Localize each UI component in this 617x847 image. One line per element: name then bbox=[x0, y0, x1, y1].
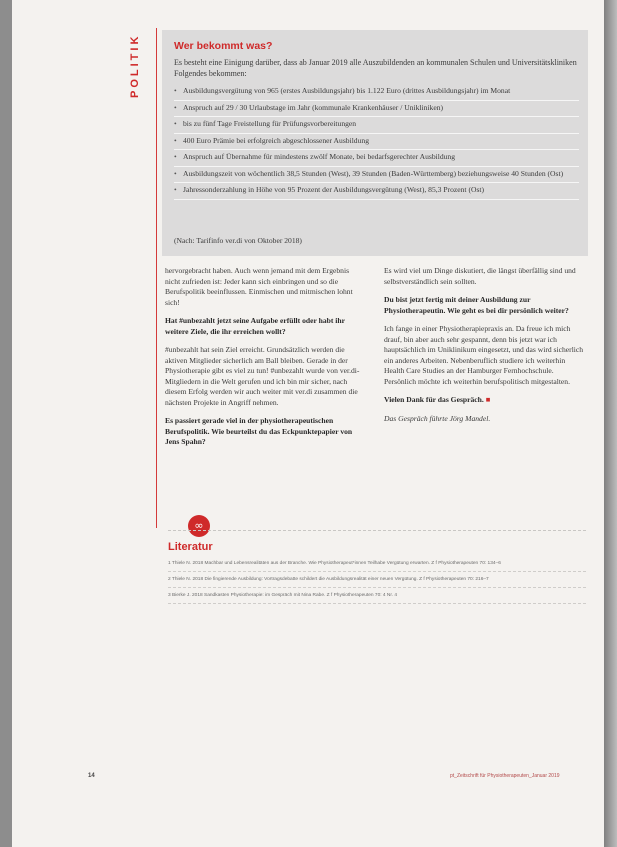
literature-title: Literatur bbox=[168, 541, 213, 553]
footer-journal: pt_Zeitschrift für Physiotherapeuten_Januar 2019 bbox=[450, 773, 560, 779]
closing-line bbox=[384, 395, 584, 406]
interview-credit: Das Gespräch führte Jörg Mandel. bbox=[384, 413, 491, 423]
interview-question: Hat #unbezahlt jetzt seine Aufgabe erfüllt oder habt ihr weitere Ziele, die ihr erreichen wollt? bbox=[165, 316, 345, 336]
section-divider bbox=[156, 28, 157, 528]
literature-icon: ∞ bbox=[188, 515, 210, 537]
paragraph: hervorgebracht haben. Auch wenn jemand mit dem Ergebnis nicht zufrieden ist: Jeder kann sich einbringen und so die Berufspolitik beeinflussen. Einmischen und mitmischen lohnt sich! bbox=[165, 266, 353, 307]
paragraph: Es wird viel um Dinge diskutiert, die längst überfällig sind und selbstverständlich sein sollten. bbox=[384, 266, 576, 286]
info-box-intro: Es besteht eine Einigung darüber, dass ab Januar 2019 alle Auszubildenden an kommunalen Schulen und Universitätskliniken Folgendes bekommen: bbox=[174, 58, 577, 78]
list-item: • 400 Euro Prämie bei erfolgreich abgeschlossener Ausbildung bbox=[174, 134, 579, 151]
literature-item: 2 Thiele N. 2018 Die fingierende Ausbildung: Vortragsdebatte schildert die Ausbildungsrealität einer neuen Vergütung. Z f Physiotherapeuten 70: 216–7 bbox=[168, 572, 586, 588]
literature-divider bbox=[168, 530, 586, 532]
list-item: • Ausbildungszeit von wöchentlich 38,5 Stunden (West), 39 Stunden (Baden-Württemberg) beziehungsweise 40 Stunden (Ost) bbox=[174, 167, 579, 184]
info-box-list bbox=[174, 84, 579, 200]
page-number: 14 bbox=[88, 773, 95, 779]
info-box-title: Wer bekommt was? bbox=[174, 40, 273, 52]
paragraph: Ich fange in einer Physiotherapiepraxis an. Da freue ich mich drauf, bin aber auch sehr gespannt, denn bis jetzt war ich hauptsächlich im Uniklinikum eingesetzt, und das wird sicherlich ein anderes Arbeiten. Nebenberuflich studiere ich weiterhin Health Care Studies an der Hamburger Fernhochschule. Persönlich möchte ich weiterhin berufspolitisch mitgestalten. bbox=[384, 324, 584, 386]
article-column-left bbox=[165, 266, 365, 456]
list-item: • Jahressonderzahlung in Höhe von 95 Prozent der Ausbildungsvergütung (West), 85,3 Prozent (Ost) bbox=[174, 183, 579, 200]
end-mark-icon: ■ bbox=[485, 395, 491, 404]
literature-item: 1 Thiele N. 2018 Machbar und Lebensrealitäten aus der Branche. Wie Physiotherapeut*innen Teilhabe Vergütung erwarten. Z f Physiotherapeuten 70: 134–6 bbox=[168, 556, 586, 572]
info-box-source-note: (Nach: Tarifinfo ver.di von Oktober 2018) bbox=[174, 236, 302, 245]
list-item: • Anspruch auf 29 / 30 Urlaubstage im Jahr (kommunale Krankenhäuser / Unikliniken) bbox=[174, 101, 579, 118]
literature-list bbox=[168, 556, 586, 604]
closing-text: Vielen Dank für das Gespräch. bbox=[384, 395, 484, 404]
interview-question: Du bist jetzt fertig mit deiner Ausbildung zur Physiotherapeutin. Wie geht es bei dir persönlich weiter? bbox=[384, 295, 569, 315]
list-item: • Anspruch auf Übernahme für mindestens zwölf Monate, bei bedarfsgerechter Ausbildung bbox=[174, 150, 579, 167]
section-label: POLITIK bbox=[129, 33, 141, 99]
paragraph: #unbezahlt hat sein Ziel erreicht. Grundsätzlich werden die aktiven Mitglieder sicherlich am Ball bleiben. Gerade in der Physiotherapie gibt es viel zu tun! #unbezahlt wurde von ver.di-Mitgliedern in die Welt gerufen und ich bin mir sicher, nach diesem Erfolg werden wir auch weiter mit ver.di zusammen die nächsten Projekte in Angriff nehmen. bbox=[165, 345, 360, 407]
article-column-right bbox=[384, 266, 584, 432]
list-item: • bis zu fünf Tage Freistellung für Prüfungsvorbereitungen bbox=[174, 117, 579, 134]
interview-question: Es passiert gerade viel in der physiotherapeutischen Berufspolitik. Wie beurteilst du das Eckpunktepapier von Jens Spahn? bbox=[165, 416, 353, 446]
literature-item: 3 Bierke J. 2018 Sandkasten Physiotherapie: im Gespräch mit Nina Rabe. Z f Physiotherapeuten 70: 4 Nr. 4 bbox=[168, 588, 586, 604]
list-item: • Ausbildungsvergütung von 965 (erstes Ausbildungsjahr) bis 1.122 Euro (drittes Ausbildungsjahr) im Monat bbox=[174, 84, 579, 101]
